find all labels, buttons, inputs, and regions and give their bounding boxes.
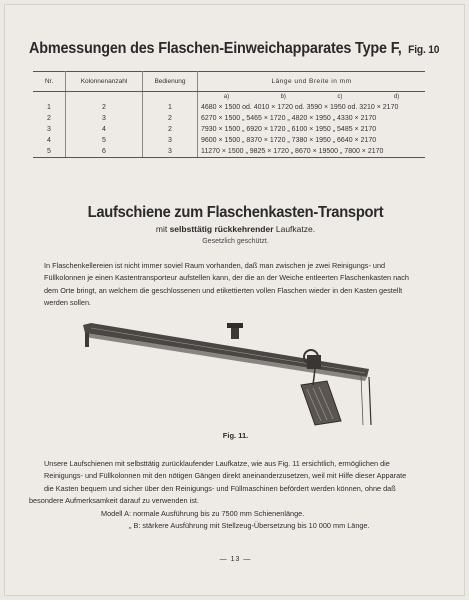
title-text: Abmessungen des Flaschen-Einweichapparates Type F, [29,40,402,57]
rail-illustration [79,321,379,431]
cell-nr: 3 [33,124,66,135]
col-header-kolonnen: Kolonnenanzahl [66,72,143,92]
page-number: — 13 — [219,556,252,563]
sub-label-d: d) [393,94,400,100]
cell-nr: 2 [33,113,66,124]
paragraph-intro [29,260,443,310]
cell-bedienung: 2 [143,124,198,135]
table-row [33,135,425,146]
cell-bedienung: 1 [143,102,198,113]
subheading-suffix: Laufkatze. [273,224,316,234]
subheading-bold: selbsttätig rückkehrender [169,224,274,234]
section-subheading [5,224,466,234]
pull-chain-secondary [361,375,363,425]
text-line: Füllkolonnen je einen Kastentransporteur aufstellen kann, der die an der Weiche entleerten Flaschenkasten nach [44,273,409,283]
col-header-bedienung: Bedienung [143,72,198,92]
title-fig-ref: Fig. 10 [408,44,440,56]
text-line: Reinigungs- und Füllkolonnen mit den nötigen Gängen direkt aneinanderzusetzen, weil mit Hilfe dieser Apparate [44,471,407,481]
sub-label-c: c) [337,94,343,100]
model-b-line: „ B: stärkere Ausführung mit Stellzeug-Übersetzung bis 10 000 mm Länge. [129,521,370,531]
model-a-line: Modell A: normale Ausführung bis zu 7500 mm Schienenlänge. [101,508,305,518]
cell-bedienung: 3 [143,146,198,158]
rail-highlight [91,328,365,373]
figure-caption: Fig. 11. [222,431,249,440]
cell-dimensions: 9600 × 1500 „ 8370 × 1720 „ 7380 × 1950 „ 6640 × 2170 [201,137,377,144]
section-heading: Laufschiene zum Flaschenkasten-Transport [87,204,384,221]
text-line: besondere Aufmerksamkeit darauf zu verwenden ist. [29,496,199,506]
cell-kolonnen: 4 [66,124,143,135]
protection-note: Gesetzlich geschützt. [202,238,269,245]
dimensions-table [33,71,425,158]
table-row [33,146,425,158]
cell-bedienung: 3 [143,135,198,146]
trolley-body [307,355,321,369]
sub-label-a: a) [223,94,230,100]
text-line: In Flaschenkellereien ist nicht immer soviel Raum vorhanden, daß man zwischen je zwei Reinigungs- und [44,261,386,270]
cell-nr: 1 [33,102,66,113]
cell-dimensions: 6270 × 1500 „ 5465 × 1720 „ 4820 × 1950 „ 4330 × 2170 [201,115,377,122]
subheading-prefix: mit [155,224,170,234]
cell-kolonnen: 2 [66,102,143,113]
col-header-dimensions: Länge und Breite in mm [198,72,426,92]
col-header-nr: Nr. [33,72,66,92]
text-line: werden sollen. [44,298,92,308]
cell-kolonnen: 3 [66,113,143,124]
text-line: Unsere Laufschienen mit selbsttätig zurücklaufender Laufkatze, wie aus Fig. 11 ersichtlich, ermöglichen die [44,459,390,468]
cell-dimensions: 7930 × 1500 „ 6920 × 1720 „ 6100 × 1950 „ 5485 × 2170 [201,126,377,133]
hanger-top [227,323,243,328]
cell-dimensions: 4680 × 1500 od. 4010 × 1720 od. 3590 × 1950 od. 3210 × 2170 [201,104,399,111]
hanging-crate [301,381,341,425]
document-page [4,4,465,596]
sub-label-b: b) [280,94,286,100]
cell-nr: 4 [33,135,66,146]
pull-chain [369,377,371,425]
paragraph-description [29,458,443,532]
cell-bedienung: 2 [143,113,198,124]
page-title [29,40,440,58]
rail-support-left [85,333,89,347]
cell-nr: 5 [33,146,66,158]
cell-dimensions: 11270 × 1500 „ 9825 × 1720 „ 8670 × 19500 „ 7800 × 2170 [198,146,426,158]
table-row [33,102,425,113]
text-line: die Kasten bequem und sicher über den Reinigungs- und Füllmaschinen befördert werden können, ohne daß [44,483,396,493]
table-row [33,113,425,124]
cell-kolonnen: 5 [66,135,143,146]
rail-beam-edge [85,333,367,381]
text-line: dem Orte bringt, an welchem die geschlossenen und etikettierten vollen Flaschen wieder in den Kasten gestellt [44,285,403,295]
cell-kolonnen: 6 [66,146,143,158]
sub-labels-row [198,92,426,103]
table-row [33,124,425,135]
